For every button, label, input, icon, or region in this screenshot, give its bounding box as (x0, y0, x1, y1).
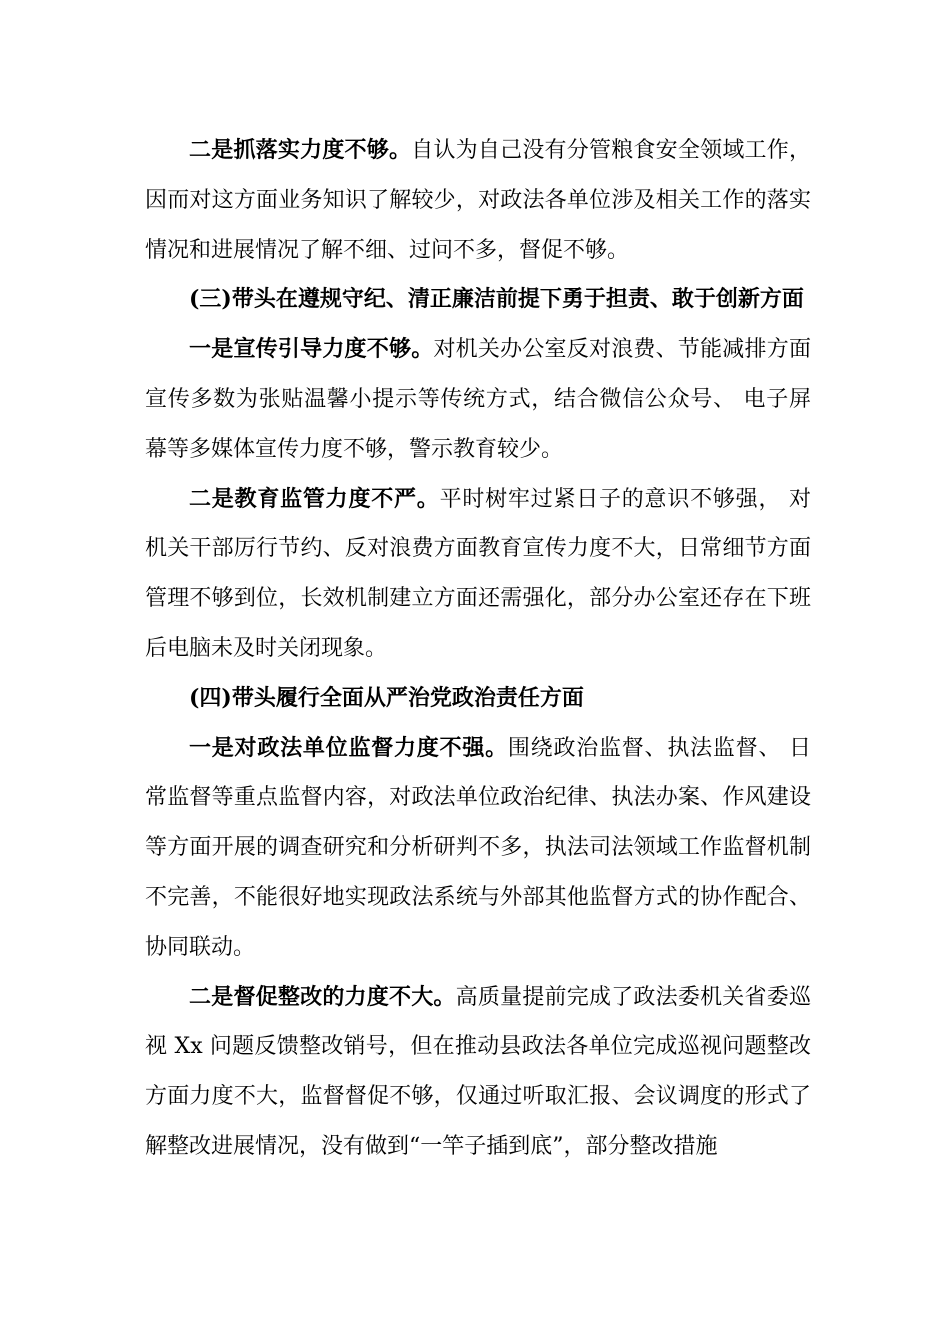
paragraph-publicity (145, 325, 811, 474)
paragraph-body: 高质量提前完成了政法委机关省委巡视 Xx 问题反馈整改销号，但在推动县政法各单位完成巡视问题整改方面力度不大，监督督促不够，仅通过听取汇报、会议调度的形式了解整改进展情况，没有做到“一竿子插到底”，部分整改措施 (145, 984, 811, 1159)
paragraph-lead: 二是抓落实力度不够。 (189, 137, 412, 163)
paragraph-lead: 二是督促整改的力度不大。 (189, 983, 456, 1010)
section-heading-four: (四)带头履行全面从严治党政治责任方面 (189, 684, 584, 711)
section-heading-three: (三)带头在遵规守纪、清正廉洁前提下勇于担责、敢于创新方面 (189, 286, 804, 313)
paragraph-education (145, 475, 811, 674)
paragraph-implementation (145, 126, 811, 275)
paragraph-body: 围绕政治监督、执法监督、 日常监督等重点监督内容，对政法单位政治纪律、执法办案、作风建设等方面开展的调查研究和分析研判不多，执法司法领域工作监督机制不完善，不能很好地实现政法系统与外部其他监督方式的协作配合、协同联动。 (145, 735, 811, 960)
paragraph-lead: 一是对政法单位监督力度不强。 (189, 734, 508, 761)
document-body (145, 126, 811, 1172)
paragraph-rectification (145, 973, 811, 1172)
paragraph-body: 自认为自己没有分管粮食安全领域工作，因而对这方面业务知识了解较少，对政法各单位涉及相关工作的落实情况和进展情况了解不细、过问不多，督促不够。 (145, 138, 811, 263)
paragraph-body: 对机关办公室反对浪费、节能减排方面宣传多数为张贴温馨小提示等传统方式，结合微信公众号、 电子屏幕等多媒体宣传力度不够，警示教育较少。 (145, 337, 811, 462)
paragraph-body: 平时树牢过紧日子的意识不够强， 对机关干部厉行节约、反对浪费方面教育宣传力度不大，日常细节方面管理不够到位，长效机制建立方面还需强化，部分办公室还存在下班后电脑未及时关闭现象。 (145, 486, 811, 661)
paragraph-supervision (145, 724, 811, 973)
paragraph-lead: 二是教育监管力度不严。 (189, 485, 440, 512)
paragraph-lead: 一是宣传引导力度不够。 (189, 336, 434, 363)
